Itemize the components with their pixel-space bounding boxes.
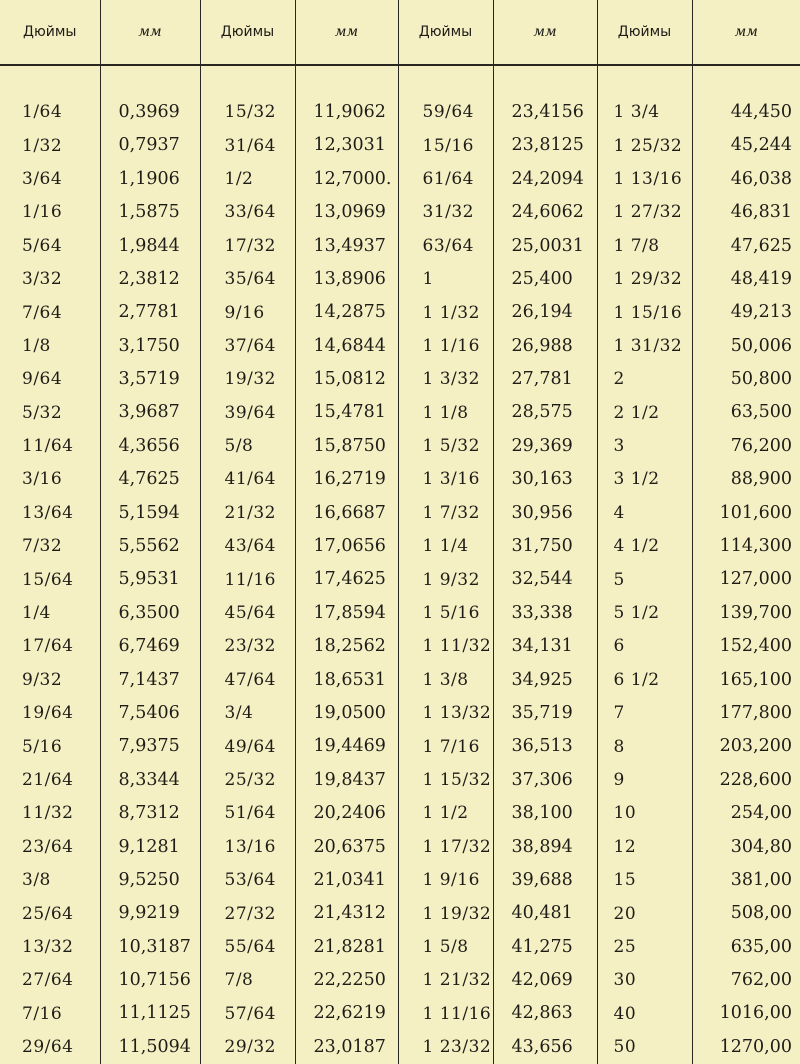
inch-value-cell: 1 5/8 — [398, 931, 493, 964]
inch-value-cell: 7/16 — [22, 1003, 63, 1024]
inch-value-cell: 3/64 — [22, 168, 63, 189]
inch-value-cell: 1 3/16 — [398, 463, 493, 496]
inch-value-cell: 63/64 — [398, 230, 493, 263]
mm-value-cell: 36,513 — [493, 730, 597, 763]
inch-value-cell: 11/16 — [200, 563, 295, 596]
mm-value-cell: 11,5094 — [100, 1031, 200, 1064]
mm-value-cell: 1016,00 — [692, 998, 800, 1031]
mm-value-cell: 13,4937 — [295, 230, 398, 263]
mm-value-cell: 29,369 — [493, 430, 597, 463]
inch-value-cell: 1/2 — [200, 163, 295, 196]
mm-value-cell: 17,0656 — [295, 530, 398, 563]
mm-value-cell: 44,450 — [692, 96, 800, 129]
mm-value-cell: 42,069 — [493, 964, 597, 997]
inch-value-cell: 15 — [597, 864, 692, 897]
table-row — [0, 330, 800, 363]
inch-value-cell: 5/16 — [22, 736, 63, 757]
mm-value-cell: 46,831 — [692, 196, 800, 229]
mm-value-cell: 46,038 — [692, 163, 800, 196]
inch-value-cell: 1 15/32 — [398, 764, 493, 797]
mm-value-cell: 22,2250 — [295, 964, 398, 997]
inch-value-cell: 7/8 — [200, 964, 295, 997]
inch-value-cell: 49/64 — [200, 730, 295, 763]
mm-value-cell: 1,5875 — [100, 196, 200, 229]
inch-value-cell: 1 13/32 — [398, 697, 493, 730]
mm-value-cell: 15,4781 — [295, 397, 398, 430]
mm-value-cell: 6,7469 — [100, 630, 200, 663]
mm-value-cell: 47,625 — [692, 230, 800, 263]
mm-value-cell: 15,0812 — [295, 363, 398, 396]
inch-value-cell: 1 17/32 — [398, 831, 493, 864]
inch-value-cell: 10 — [597, 797, 692, 830]
inch-value-cell: 15/64 — [22, 569, 74, 590]
table-row — [0, 96, 800, 129]
inch-value-cell: 1 27/32 — [597, 196, 692, 229]
inch-value-cell: 45/64 — [200, 597, 295, 630]
mm-value-cell: 177,800 — [692, 697, 800, 730]
mm-value-cell: 228,600 — [692, 764, 800, 797]
inch-value-cell: 20 — [597, 897, 692, 930]
inch-value-cell: 33/64 — [200, 196, 295, 229]
mm-value-cell: 34,925 — [493, 664, 597, 697]
inch-value-cell: 1 23/32 — [398, 1031, 493, 1064]
inch-value-cell: 1 7/8 — [597, 230, 692, 263]
header-mm-3: мм — [493, 0, 597, 65]
inch-value-cell: 1 13/16 — [597, 163, 692, 196]
mm-value-cell: 88,900 — [692, 463, 800, 496]
mm-value-cell: 3,1750 — [100, 330, 200, 363]
inch-value-cell: 11/64 — [22, 436, 74, 457]
table-row — [0, 530, 800, 563]
inch-value-cell: 25/32 — [200, 764, 295, 797]
mm-value-cell: 32,544 — [493, 563, 597, 596]
mm-value-cell: 17,8594 — [295, 597, 398, 630]
inch-value-cell: 1 9/16 — [398, 864, 493, 897]
inch-value-cell: 47/64 — [200, 664, 295, 697]
inch-value-cell: 7 — [597, 697, 692, 730]
inch-value-cell: 4 — [597, 497, 692, 530]
inch-value-cell: 5/64 — [22, 235, 63, 256]
mm-value-cell: 9,9219 — [100, 897, 200, 930]
mm-value-cell: 30,163 — [493, 463, 597, 496]
inch-value-cell: 55/64 — [200, 931, 295, 964]
header-inches-2: Дюймы — [200, 0, 295, 65]
table-row — [0, 563, 800, 596]
inch-value-cell: 1 1/16 — [398, 330, 493, 363]
inch-value-cell: 9/16 — [200, 296, 295, 329]
inch-value-cell: 21/32 — [200, 497, 295, 530]
inch-value-cell: 1 11/16 — [398, 998, 493, 1031]
mm-value-cell: 13,0969 — [295, 196, 398, 229]
inch-value-cell: 11/32 — [22, 803, 74, 824]
header-mm-1: мм — [100, 0, 200, 65]
inch-value-cell: 19/64 — [22, 703, 74, 724]
inch-value-cell: 7/32 — [22, 536, 63, 557]
inch-value-cell: 15/16 — [398, 129, 493, 162]
inch-value-cell: 5 — [597, 563, 692, 596]
table-row — [0, 664, 800, 697]
mm-value-cell: 139,700 — [692, 597, 800, 630]
inch-value-cell: 1/8 — [22, 335, 51, 356]
inch-value-cell: 1 7/32 — [398, 497, 493, 530]
mm-value-cell: 26,988 — [493, 330, 597, 363]
inch-value-cell: 29/64 — [22, 1037, 74, 1058]
mm-value-cell: 114,300 — [692, 530, 800, 563]
inch-value-cell: 2 1/2 — [597, 397, 692, 430]
mm-value-cell: 37,306 — [493, 764, 597, 797]
mm-value-cell: 6,3500 — [100, 597, 200, 630]
inch-value-cell: 3 1/2 — [597, 463, 692, 496]
mm-value-cell: 2,7781 — [100, 296, 200, 329]
inch-value-cell: 27/32 — [200, 897, 295, 930]
mm-value-cell: 11,9062 — [295, 96, 398, 129]
inch-value-cell: 5/32 — [22, 402, 63, 423]
header-inches-4: Дюймы — [597, 0, 692, 65]
mm-value-cell: 38,100 — [493, 797, 597, 830]
mm-value-cell: 50,006 — [692, 330, 800, 363]
inch-value-cell: 25 — [597, 931, 692, 964]
inch-value-cell: 1 21/32 — [398, 964, 493, 997]
mm-value-cell: 9,5250 — [100, 864, 200, 897]
mm-value-cell: 1270,00 — [692, 1031, 800, 1064]
inch-value-cell: 21/64 — [22, 770, 74, 790]
table-row — [0, 430, 800, 463]
mm-value-cell: 14,2875 — [295, 296, 398, 329]
mm-value-cell: 4,3656 — [100, 430, 200, 463]
inch-value-cell: 1/4 — [22, 603, 51, 624]
mm-value-cell: 26,194 — [493, 296, 597, 329]
mm-value-cell: 27,781 — [493, 363, 597, 396]
mm-value-cell: 18,6531 — [295, 664, 398, 697]
table-row — [0, 797, 800, 830]
mm-value-cell: 381,00 — [692, 864, 800, 897]
table-row — [0, 864, 800, 897]
inch-value-cell: 17/64 — [22, 636, 74, 657]
mm-value-cell: 18,2562 — [295, 630, 398, 663]
mm-value-cell: 25,400 — [493, 263, 597, 296]
inch-value-cell: 1 1/2 — [398, 797, 493, 830]
mm-value-cell: 1,9844 — [100, 230, 200, 263]
mm-value-cell: 762,00 — [692, 964, 800, 997]
mm-value-cell: 13,8906 — [295, 263, 398, 296]
mm-value-cell: 8,7312 — [100, 797, 200, 830]
mm-value-cell: 203,200 — [692, 730, 800, 763]
table-header — [0, 0, 800, 96]
mm-value-cell: 19,0500 — [295, 697, 398, 730]
mm-value-cell: 101,600 — [692, 497, 800, 530]
mm-value-cell: 508,00 — [692, 897, 800, 930]
table-row — [0, 129, 800, 162]
mm-value-cell: 2,3812 — [100, 263, 200, 296]
inch-value-cell: 35/64 — [200, 263, 295, 296]
mm-value-cell: 31,750 — [493, 530, 597, 563]
inch-value-cell: 1/64 — [22, 102, 63, 123]
inch-value-cell: 3/8 — [22, 870, 51, 891]
table-body — [0, 96, 800, 1064]
mm-value-cell: 43,656 — [493, 1031, 597, 1064]
table-row — [0, 897, 800, 930]
inch-value-cell: 1 15/16 — [597, 296, 692, 329]
inch-value-cell: 6 1/2 — [597, 664, 692, 697]
table-row — [0, 263, 800, 296]
table-row — [0, 463, 800, 496]
mm-value-cell: 34,131 — [493, 630, 597, 663]
mm-value-cell: 5,5562 — [100, 530, 200, 563]
inch-value-cell: 9 — [597, 764, 692, 797]
table-row — [0, 397, 800, 430]
mm-value-cell: 0,3969 — [100, 96, 200, 129]
mm-value-cell: 8,3344 — [100, 764, 200, 797]
inch-value-cell: 1 31/32 — [597, 330, 692, 363]
inch-value-cell: 23/64 — [22, 836, 74, 857]
table-row — [0, 1031, 800, 1064]
mm-value-cell: 165,100 — [692, 664, 800, 697]
inch-value-cell: 13/16 — [200, 831, 295, 864]
mm-value-cell: 41,275 — [493, 931, 597, 964]
inch-value-cell: 1 5/16 — [398, 597, 493, 630]
inch-value-cell: 1/32 — [22, 135, 63, 156]
mm-value-cell: 21,8281 — [295, 931, 398, 964]
header-inches-1: Дюймы — [0, 0, 100, 65]
table-row — [0, 230, 800, 263]
table-row — [0, 497, 800, 530]
inch-value-cell: 9/64 — [22, 369, 63, 390]
inch-value-cell: 31/32 — [398, 196, 493, 229]
mm-value-cell: 7,9375 — [100, 730, 200, 763]
table-row — [0, 831, 800, 864]
inch-value-cell: 1 3/32 — [398, 363, 493, 396]
mm-value-cell: 20,6375 — [295, 831, 398, 864]
mm-value-cell: 17,4625 — [295, 563, 398, 596]
inch-value-cell: 61/64 — [398, 163, 493, 196]
table-row — [0, 363, 800, 396]
inch-value-cell: 1/16 — [22, 202, 63, 223]
mm-value-cell: 10,7156 — [100, 964, 200, 997]
inch-value-cell: 1 1/8 — [398, 397, 493, 430]
inch-value-cell: 12 — [597, 831, 692, 864]
inch-value-cell: 9/32 — [22, 669, 63, 690]
mm-value-cell: 152,400 — [692, 630, 800, 663]
mm-value-cell: 5,9531 — [100, 563, 200, 596]
inch-value-cell: 13/32 — [22, 936, 74, 957]
inch-value-cell: 57/64 — [200, 998, 295, 1031]
mm-value-cell: 38,894 — [493, 831, 597, 864]
inch-value-cell: 53/64 — [200, 864, 295, 897]
inch-value-cell: 1 — [398, 263, 493, 296]
table-row — [0, 196, 800, 229]
mm-value-cell: 49,213 — [692, 296, 800, 329]
inch-value-cell: 25/64 — [22, 903, 74, 924]
mm-value-cell: 7,1437 — [100, 664, 200, 697]
mm-value-cell: 254,00 — [692, 797, 800, 830]
inch-value-cell: 51/64 — [200, 797, 295, 830]
inch-value-cell: 3 — [597, 430, 692, 463]
mm-value-cell: 28,575 — [493, 397, 597, 430]
inch-value-cell: 5 1/2 — [597, 597, 692, 630]
inch-value-cell: 6 — [597, 630, 692, 663]
inch-value-cell: 1 5/32 — [398, 430, 493, 463]
inch-value-cell: 15/32 — [200, 96, 295, 129]
mm-value-cell: 11,1125 — [100, 998, 200, 1031]
mm-value-cell: 3,9687 — [100, 397, 200, 430]
mm-value-cell: 21,4312 — [295, 897, 398, 930]
inch-value-cell: 27/64 — [22, 970, 74, 991]
mm-value-cell: 42,863 — [493, 998, 597, 1031]
mm-value-cell: 10,3187 — [100, 931, 200, 964]
table-row — [0, 730, 800, 763]
mm-value-cell: 4,7625 — [100, 463, 200, 496]
mm-value-cell: 33,338 — [493, 597, 597, 630]
mm-value-cell: 304,80 — [692, 831, 800, 864]
inch-value-cell: 2 — [597, 363, 692, 396]
inch-value-cell: 30 — [597, 964, 692, 997]
inch-value-cell: 1 1/32 — [398, 296, 493, 329]
inch-value-cell: 5/8 — [200, 430, 295, 463]
mm-value-cell: 23,4156 — [493, 96, 597, 129]
inch-value-cell: 3/32 — [22, 269, 63, 290]
inch-value-cell: 37/64 — [200, 330, 295, 363]
inch-value-cell: 3/16 — [22, 469, 63, 490]
inch-value-cell: 1 29/32 — [597, 263, 692, 296]
mm-value-cell: 16,6687 — [295, 497, 398, 530]
inch-value-cell: 31/64 — [200, 129, 295, 162]
mm-value-cell: 15,8750 — [295, 430, 398, 463]
mm-value-cell: 25,0031 — [493, 230, 597, 263]
mm-value-cell: 16,2719 — [295, 463, 398, 496]
inch-value-cell: 7/64 — [22, 302, 63, 323]
inch-value-cell: 40 — [597, 998, 692, 1031]
mm-value-cell: 35,719 — [493, 697, 597, 730]
table-row — [0, 998, 800, 1031]
inch-value-cell: 43/64 — [200, 530, 295, 563]
inch-value-cell: 50 — [597, 1031, 692, 1064]
table-row — [0, 163, 800, 196]
inch-value-cell: 1 3/8 — [398, 664, 493, 697]
inch-value-cell: 1 1/4 — [398, 530, 493, 563]
mm-value-cell: 19,8437 — [295, 764, 398, 797]
table-row — [0, 964, 800, 997]
inch-value-cell: 1 19/32 — [398, 897, 493, 930]
mm-value-cell: 23,8125 — [493, 129, 597, 162]
mm-value-cell: 30,956 — [493, 497, 597, 530]
inch-value-cell: 4 1/2 — [597, 530, 692, 563]
header-mm-4: мм — [692, 0, 800, 65]
mm-value-cell: 9,1281 — [100, 831, 200, 864]
table-row — [0, 296, 800, 329]
inch-value-cell: 1 7/16 — [398, 730, 493, 763]
mm-value-cell: 24,2094 — [493, 163, 597, 196]
mm-value-cell: 12,3031 — [295, 129, 398, 162]
table-row — [0, 697, 800, 730]
mm-value-cell: 5,1594 — [100, 497, 200, 530]
table-row — [0, 931, 800, 964]
table-row — [0, 630, 800, 663]
mm-value-cell: 63,500 — [692, 397, 800, 430]
mm-value-cell: 0,7937 — [100, 129, 200, 162]
mm-value-cell: 39,688 — [493, 864, 597, 897]
mm-value-cell: 24,6062 — [493, 196, 597, 229]
mm-value-cell: 1,1906 — [100, 163, 200, 196]
mm-value-cell: 3,5719 — [100, 363, 200, 396]
inch-value-cell: 39/64 — [200, 397, 295, 430]
mm-value-cell: 7,5406 — [100, 697, 200, 730]
mm-value-cell: 14,6844 — [295, 330, 398, 363]
mm-value-cell: 40,481 — [493, 897, 597, 930]
inch-value-cell: 8 — [597, 730, 692, 763]
inch-value-cell: 1 3/4 — [597, 96, 692, 129]
mm-value-cell: 635,00 — [692, 931, 800, 964]
inch-value-cell: 3/4 — [200, 697, 295, 730]
inch-value-cell: 13/64 — [22, 502, 74, 523]
inch-value-cell: 23/32 — [200, 630, 295, 663]
inch-value-cell: 1 25/32 — [597, 129, 692, 162]
mm-value-cell: 45,244 — [692, 129, 800, 162]
inch-value-cell: 17/32 — [200, 230, 295, 263]
header-inches-3: Дюймы — [398, 0, 493, 65]
mm-value-cell: 20,2406 — [295, 797, 398, 830]
mm-value-cell: 50,800 — [692, 363, 800, 396]
mm-value-cell: 21,0341 — [295, 864, 398, 897]
table-row — [0, 597, 800, 630]
mm-value-cell: 12,7000. — [295, 163, 398, 196]
inch-value-cell: 59/64 — [398, 96, 493, 129]
inch-value-cell: 1 9/32 — [398, 563, 493, 596]
header-mm-2: мм — [295, 0, 398, 65]
mm-value-cell: 48,419 — [692, 263, 800, 296]
mm-value-cell: 76,200 — [692, 430, 800, 463]
mm-value-cell: 19,4469 — [295, 730, 398, 763]
inch-value-cell: 29/32 — [200, 1031, 295, 1064]
mm-value-cell: 127,000 — [692, 563, 800, 596]
inch-value-cell: 19/32 — [200, 363, 295, 396]
mm-value-cell: 22,6219 — [295, 998, 398, 1031]
mm-value-cell: 23,0187 — [295, 1031, 398, 1064]
inch-value-cell: 1 11/32 — [398, 630, 493, 663]
table-row — [0, 764, 800, 797]
inch-value-cell: 41/64 — [200, 463, 295, 496]
